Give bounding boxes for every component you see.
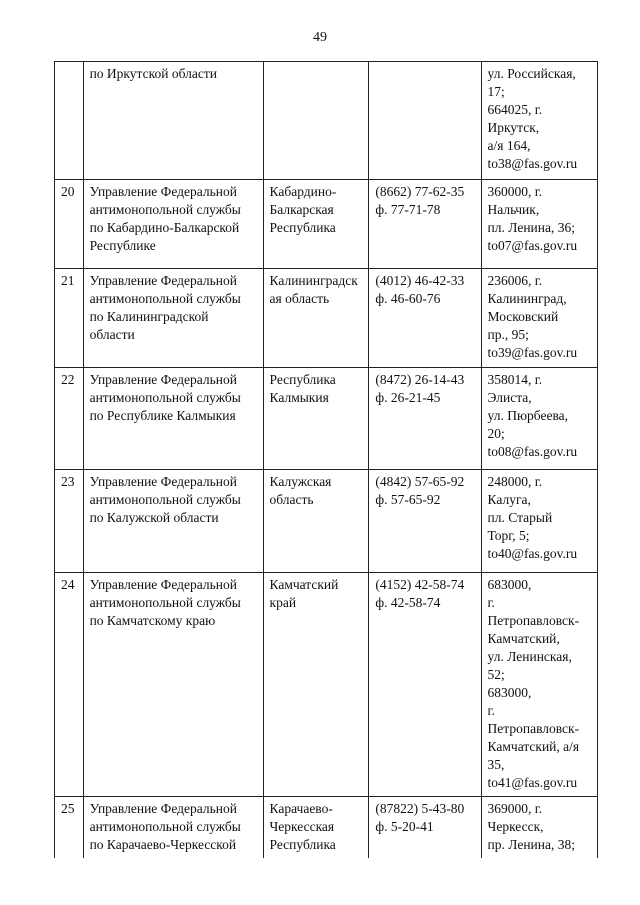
address: 236006, г. Калининград, Московский пр., 95; to39@fas.gov.ru: [487, 273, 578, 360]
agency-name: Управление Федеральной антимонопольной службы по Кабардино-Балкарской Республике: [89, 184, 241, 253]
table-row: [55, 368, 598, 470]
agency-name: Управление Федеральной антимонопольной службы по Республике Калмыкия: [89, 372, 241, 423]
region: Камчатский край: [269, 577, 339, 610]
phones-cell: [369, 62, 481, 180]
phones-cell: [369, 470, 481, 573]
region-cell: [263, 368, 369, 470]
address-cell: [481, 368, 597, 470]
region-cell: [263, 797, 369, 859]
region-cell: [263, 470, 369, 573]
row-number-cell: [55, 470, 84, 573]
row-number-cell: [55, 573, 84, 797]
phones: (8662) 77-62-35 ф. 77-71-78: [375, 184, 465, 217]
agency-name-cell: [83, 797, 263, 859]
phones: (8472) 26-14-43 ф. 26-21-45: [375, 372, 465, 405]
region-cell: [263, 573, 369, 797]
phones: (4842) 57-65-92 ф. 57-65-92: [375, 474, 465, 507]
address: 369000, г. Черкесск, пр. Ленина, 38;: [487, 801, 575, 852]
phones: (87822) 5-43-80 ф. 5-20-41: [375, 801, 465, 834]
address: 360000, г. Нальчик, пл. Ленина, 36; to07@fas.gov.ru: [487, 184, 578, 253]
address: 248000, г. Калуга, пл. Старый Торг, 5; to40@fas.gov.ru: [487, 474, 578, 561]
agency-name-cell: [83, 269, 263, 368]
phones-cell: [369, 797, 481, 859]
region-cell: [263, 269, 369, 368]
address: ул. Российская, 17; 664025, г. Иркутск, а/я 164, to38@fas.gov.ru: [487, 66, 578, 171]
region: Республика Калмыкия: [269, 372, 336, 405]
region: Калужская область: [269, 474, 332, 507]
row-number: 24: [61, 577, 75, 592]
phones-cell: [369, 368, 481, 470]
agency-name-cell: [83, 470, 263, 573]
row-number: 22: [61, 372, 75, 387]
table-row: [55, 797, 598, 859]
address-cell: [481, 62, 597, 180]
region: Карачаево- Черкесская Республика: [269, 801, 336, 852]
agency-name-cell: [83, 180, 263, 269]
row-number-cell: [55, 62, 84, 180]
row-number: 21: [61, 273, 75, 288]
agency-name: по Иркутской области: [89, 66, 217, 81]
address: 358014, г. Элиста, ул. Пюрбеева, 20; to08@fas.gov.ru: [487, 372, 578, 459]
address-cell: [481, 573, 597, 797]
table-row: [55, 470, 598, 573]
phones: (4152) 42-58-74 ф. 42-58-74: [375, 577, 465, 610]
row-number: 20: [61, 184, 75, 199]
phones: (4012) 46-42-33 ф. 46-60-76: [375, 273, 465, 306]
agency-name: Управление Федеральной антимонопольной службы по Карачаево-Черкесской: [89, 801, 241, 852]
row-number-cell: [55, 368, 84, 470]
address-cell: [481, 797, 597, 859]
address: 683000, г. Петропавловск- Камчатский, ул. Ленинская, 52; 683000, г. Петропавловск- Камчатский, а/я 35, to41@fas.gov.ru: [487, 577, 580, 790]
agency-name: Управление Федеральной антимонопольной службы по Камчатскому краю: [89, 577, 241, 628]
phones-cell: [369, 180, 481, 269]
region-cell: [263, 180, 369, 269]
region: Кабардино- Балкарская Республика: [269, 184, 337, 235]
address-cell: [481, 470, 597, 573]
table-row: [55, 269, 598, 368]
region-cell: [263, 62, 369, 180]
row-number-cell: [55, 180, 84, 269]
address-cell: [481, 180, 597, 269]
phones-cell: [369, 269, 481, 368]
agency-name-cell: [83, 368, 263, 470]
row-number-cell: [55, 797, 84, 859]
row-number-cell: [55, 269, 84, 368]
agency-name-cell: [83, 573, 263, 797]
row-number: 23: [61, 474, 75, 489]
region: Калининградск ая область: [269, 273, 358, 306]
agency-name-cell: [83, 62, 263, 180]
agency-name: Управление Федеральной антимонопольной службы по Калининградской области: [89, 273, 241, 342]
row-number: 25: [61, 801, 75, 816]
address-cell: [481, 269, 597, 368]
page-number: 49: [313, 30, 327, 45]
table-row: [55, 573, 598, 797]
table-row: [55, 62, 598, 180]
phones-cell: [369, 573, 481, 797]
agencies-table: [54, 61, 598, 858]
table-row: [55, 180, 598, 269]
agency-name: Управление Федеральной антимонопольной службы по Калужской области: [89, 474, 241, 525]
